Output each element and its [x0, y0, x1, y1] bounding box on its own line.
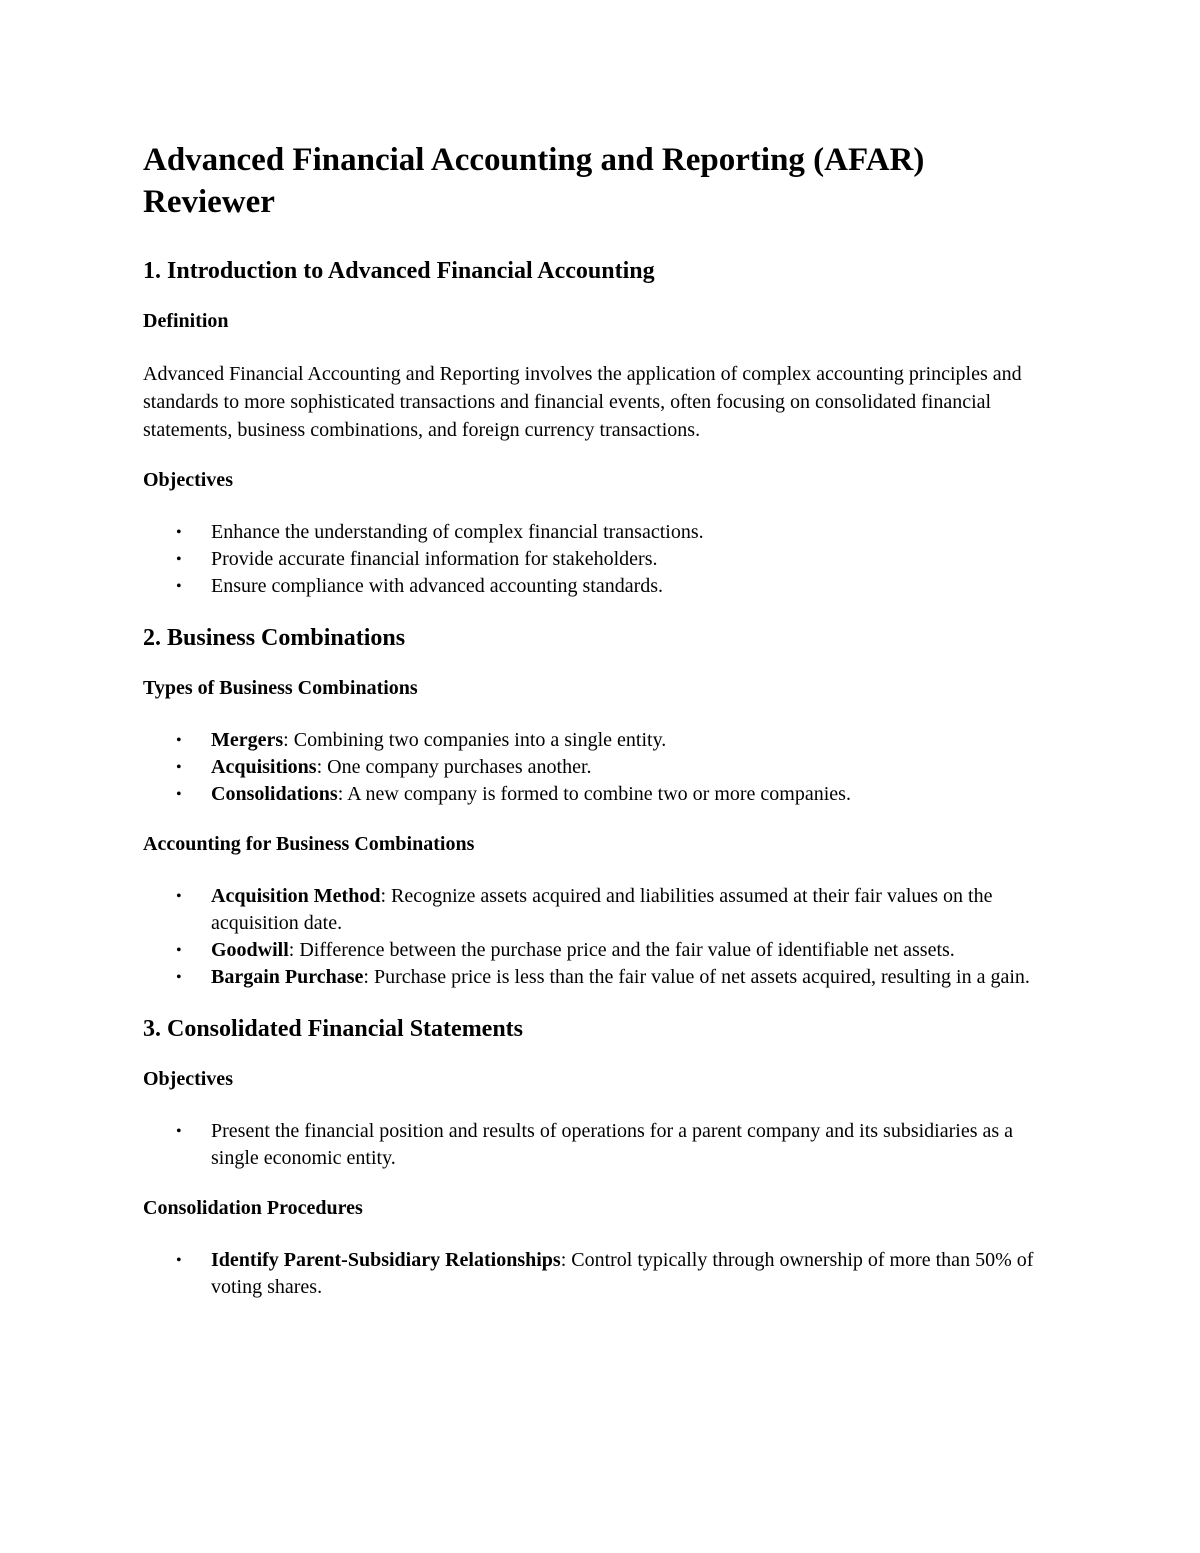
definition-subheading: Definition — [143, 310, 229, 332]
list-item-text: : Recognize assets acquired and liabilities assumed at their fair values on the acquisition date. — [211, 885, 993, 934]
list-item — [143, 573, 1043, 600]
list-item — [143, 546, 1043, 573]
list-item-text: : One company purchases another. — [316, 756, 592, 778]
list-item-text: : A new company is formed to combine two or more companies. — [337, 783, 851, 805]
definition-paragraph: Advanced Financial Accounting and Reporting involves the application of complex accounting principles and standards to more sophisticated transactions and financial events, often focusing on consolidated financial statements, business combinations, and foreign currency transactions. — [143, 363, 1022, 441]
list-item — [143, 937, 1043, 964]
consolidated-objectives-subheading: Objectives — [143, 1068, 233, 1090]
list-item-text: Ensure compliance with advanced accounting standards. — [211, 575, 664, 597]
list-item-text: Enhance the understanding of complex financial transactions. — [211, 521, 704, 543]
bullet-icon: • — [176, 786, 182, 803]
list-item-text: : Purchase price is less than the fair value of net assets acquired, resulting in a gain. — [363, 966, 1030, 988]
bullet-icon: • — [176, 578, 182, 595]
list-item — [143, 964, 1043, 991]
bullet-icon: • — [176, 888, 182, 905]
list-item — [143, 1247, 1043, 1301]
list-item-term: Acquisitions — [211, 756, 317, 778]
accounting-list — [143, 883, 1043, 991]
list-item-term: Bargain Purchase — [211, 966, 364, 988]
bullet-icon: • — [176, 732, 182, 749]
bullet-icon: • — [176, 524, 182, 541]
section-1-heading: 1. Introduction to Advanced Financial Accounting — [143, 258, 655, 284]
list-item — [143, 883, 1043, 937]
procedures-subheading: Consolidation Procedures — [143, 1197, 363, 1219]
list-item-term: Mergers — [211, 729, 284, 751]
section-3-heading: 3. Consolidated Financial Statements — [143, 1016, 524, 1042]
list-item-term: Acquisition Method — [211, 885, 381, 907]
types-list — [143, 727, 1043, 808]
list-item-term: Identify Parent-Subsidiary Relationships — [211, 1249, 561, 1271]
document-content — [143, 139, 1043, 1324]
objectives-list — [143, 519, 1043, 600]
list-item-text: : Combining two companies into a single entity. — [283, 729, 667, 751]
list-item — [143, 727, 1043, 754]
list-item-text: Provide accurate financial information for stakeholders. — [211, 548, 658, 570]
section-2-heading: 2. Business Combinations — [143, 625, 406, 651]
bullet-icon: • — [176, 1252, 182, 1269]
bullet-icon: • — [176, 551, 182, 568]
list-item-text: : Control typically through ownership of more than 50% of voting shares. — [211, 1249, 1034, 1298]
list-item — [143, 1118, 1043, 1172]
procedures-list — [143, 1247, 1043, 1301]
bullet-icon: • — [176, 942, 182, 959]
list-item-text: : Difference between the purchase price and the fair value of identifiable net assets. — [288, 939, 955, 961]
consolidated-objectives-list — [143, 1118, 1043, 1172]
objectives-subheading: Objectives — [143, 469, 233, 491]
bullet-icon: • — [176, 1123, 182, 1140]
accounting-subheading: Accounting for Business Combinations — [143, 833, 475, 855]
list-item-term: Goodwill — [211, 939, 289, 961]
bullet-icon: • — [176, 969, 182, 986]
list-item — [143, 754, 1043, 781]
list-item-term: Consolidations — [211, 783, 338, 805]
bullet-icon: • — [176, 759, 182, 776]
document-title: Advanced Financial Accounting and Reporting (AFAR) Reviewer — [143, 142, 925, 220]
types-subheading: Types of Business Combinations — [143, 677, 418, 699]
list-item — [143, 519, 1043, 546]
list-item-text: Present the financial position and results of operations for a parent company and its subsidiaries as a single economic entity. — [211, 1120, 1014, 1169]
list-item — [143, 781, 1043, 808]
